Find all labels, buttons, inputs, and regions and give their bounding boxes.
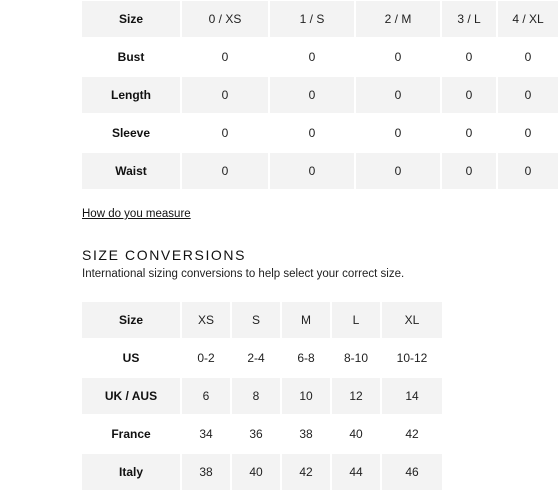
table-cell: 0 bbox=[182, 77, 268, 113]
table-cell: 0 bbox=[394, 126, 402, 140]
table-cell: 0 bbox=[394, 50, 402, 64]
table-cell: 0 bbox=[465, 126, 473, 140]
table-cell: 2-4 bbox=[247, 351, 265, 365]
table-cell: 12 bbox=[332, 378, 380, 414]
table-cell: 14 bbox=[382, 378, 442, 414]
table-cell: 8-10 bbox=[343, 351, 369, 365]
table-cell: 0 bbox=[498, 77, 558, 113]
table-cell: 42 bbox=[405, 427, 419, 441]
how-do-you-measure-link[interactable]: How do you measure bbox=[82, 208, 191, 220]
size-conversions-heading: SIZE CONVERSIONS bbox=[82, 247, 247, 263]
row-label-france: France bbox=[111, 427, 151, 441]
table-cell: 44 bbox=[332, 454, 380, 490]
table-cell: 0 bbox=[221, 126, 229, 140]
size-measurements-table bbox=[82, 1, 558, 189]
table-cell: 46 bbox=[382, 454, 442, 490]
table-cell: 0 bbox=[442, 77, 496, 113]
table-cell: 0 bbox=[182, 153, 268, 189]
table-header-cell: L bbox=[332, 302, 380, 338]
table-header-cell: S bbox=[232, 302, 280, 338]
table-cell: 0 bbox=[270, 77, 354, 113]
table-header-cell: 0 / XS bbox=[182, 1, 268, 37]
table-cell: 10 bbox=[282, 378, 330, 414]
table-cell: 0 bbox=[356, 153, 440, 189]
table-header-cell: 1 / S bbox=[270, 1, 354, 37]
row-label-uk-aus: UK / AUS bbox=[82, 378, 180, 414]
table-cell: 0 bbox=[356, 77, 440, 113]
table-header-cell: 3 / L bbox=[442, 1, 496, 37]
row-label-bust: Bust bbox=[117, 50, 145, 64]
table-cell: 0 bbox=[524, 126, 532, 140]
table-cell: 0 bbox=[308, 126, 316, 140]
table-cell: 38 bbox=[182, 454, 230, 490]
table-header-cell: Size bbox=[82, 302, 180, 338]
table-header-cell: Size bbox=[82, 1, 180, 37]
table-cell: 42 bbox=[282, 454, 330, 490]
table-cell: 40 bbox=[349, 427, 363, 441]
row-label-us: US bbox=[122, 351, 140, 365]
table-cell: 10-12 bbox=[396, 351, 428, 365]
row-label-sleeve: Sleeve bbox=[111, 126, 151, 140]
table-header-cell: 2 / M bbox=[356, 1, 440, 37]
table-cell: 36 bbox=[249, 427, 263, 441]
table-cell: 38 bbox=[299, 427, 313, 441]
row-label-waist: Waist bbox=[82, 153, 180, 189]
row-label-italy: Italy bbox=[82, 454, 180, 490]
table-cell: 0 bbox=[524, 50, 532, 64]
table-header-cell: XL bbox=[382, 302, 442, 338]
table-header-cell: 4 / XL bbox=[498, 1, 558, 37]
table-cell: 34 bbox=[199, 427, 213, 441]
table-cell: 0 bbox=[221, 50, 229, 64]
table-cell: 0-2 bbox=[197, 351, 215, 365]
table-cell: 0 bbox=[465, 50, 473, 64]
table-header-cell: M bbox=[282, 302, 330, 338]
table-cell: 0 bbox=[270, 153, 354, 189]
table-cell: 6-8 bbox=[297, 351, 315, 365]
row-label-length: Length bbox=[82, 77, 180, 113]
table-header-cell: XS bbox=[182, 302, 230, 338]
table-cell: 6 bbox=[182, 378, 230, 414]
size-conversions-table bbox=[82, 302, 442, 490]
table-cell: 40 bbox=[232, 454, 280, 490]
table-cell: 8 bbox=[232, 378, 280, 414]
table-cell: 0 bbox=[498, 153, 558, 189]
size-conversions-description: International sizing conversions to help select your correct size. bbox=[82, 268, 405, 280]
table-cell: 0 bbox=[442, 153, 496, 189]
table-cell: 0 bbox=[308, 50, 316, 64]
